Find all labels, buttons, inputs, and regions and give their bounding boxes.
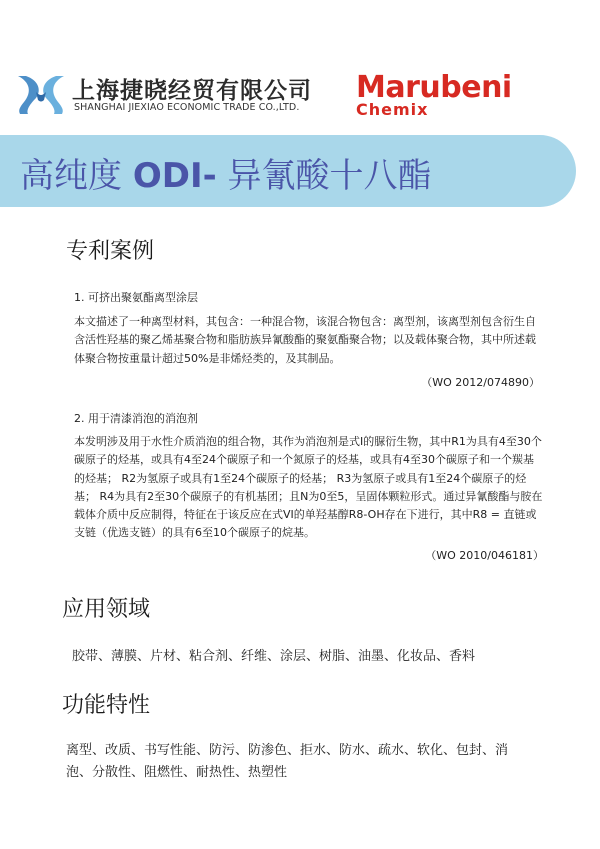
patent-2-ref: （WO 2010/046181） [425, 549, 544, 562]
features-text: 离型、改质、书写性能、防污、防渗色、拒水、防水、疏水、软化、包封、消泡、分散性、阻燃性、耐热性、热塑性 [66, 743, 509, 780]
patent-2-title: 2. 用于清漆消泡的消泡剂 [74, 412, 198, 425]
patents-heading: 专利案例 [66, 239, 155, 264]
brand-logo-chemix: Chemix [356, 100, 429, 119]
patent-1-title: 1. 可挤出聚氨酯离型涂层 [74, 291, 198, 304]
company-name-cn: 上海捷晓经贸有限公司 [72, 78, 312, 104]
patent-1-ref: （WO 2012/074890） [421, 376, 540, 389]
company-name-en: SHANGHAI JIEXIAO ECONOMIC TRADE CO.,LTD. [74, 102, 300, 113]
title-latin: ODI- [132, 156, 217, 196]
title-suffix: 异氰酸十八酯 [216, 156, 432, 196]
features-heading: 功能特性 [62, 693, 151, 718]
patent-2-body: 本发明涉及用于水性介质消泡的组合物，其作为消泡剂是式I的脲衍生物，其中R1为具有4至30个碳原子的烃基，或具有4至24个碳原子和一个氮原子的烃基，或具有4至30个碳原子和一个羰基的烃基； R2为氢原子或具有1至24个碳原子的烃基； R3为氢原子或具有1至24个碳原子的烃基； R4为具有2至30个碳原子的有机基团；且N为0至5，呈固体颗粒形式。通过异氰酸酯与胺在载体介质中反应制得，特征在于该反应在式VI的单羟基醇R8-OH存在下进行，其中R8 = 直链或支链（优选支链）的具有6至10个碳原子的烷基。 [74, 435, 543, 540]
company-logo-icon [14, 72, 70, 116]
brand-logo-marubeni: Marubeni [356, 70, 512, 105]
applications-text: 胶带、薄膜、片材、粘合剂、纤维、涂层、树脂、油墨、化妆品、香料 [72, 649, 476, 664]
applications-heading: 应用领域 [62, 597, 151, 622]
patent-1-body: 本文描述了一种离型材料，其包含：一种混合物，该混合物包含：离型剂，该离型剂包含衍生自含活性羟基的聚乙烯基聚合物和脂肪族异氰酸酯的聚氨酯聚合物；以及载体聚合物，其中所述载体聚合物按重量计超过50%是非烯烃类的，及其制品。 [74, 315, 536, 365]
page-title [20, 148, 432, 197]
title-prefix: 高纯度 [20, 156, 133, 196]
